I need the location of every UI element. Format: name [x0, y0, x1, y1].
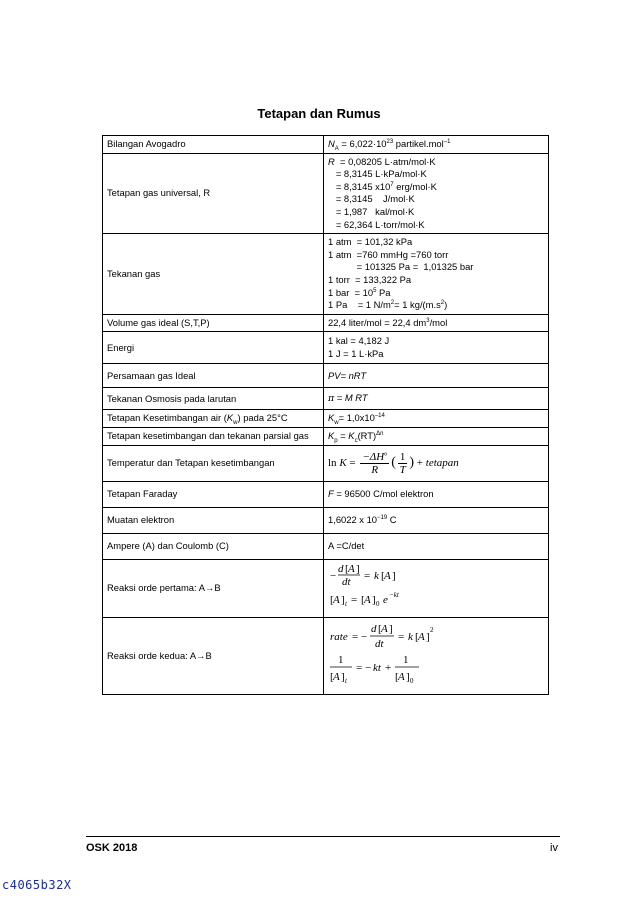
svg-text:−kt: −kt: [389, 590, 399, 599]
svg-text:A: A: [384, 569, 391, 582]
row-label: Tekanan Osmosis pada larutan: [103, 388, 324, 410]
svg-text:[: [: [395, 671, 399, 684]
svg-text:]: ]: [372, 593, 376, 606]
fraction: $\frac{1}{T}$: [399, 450, 406, 476]
row-label: Tetapan Faraday: [103, 481, 324, 507]
svg-text:[: [: [330, 593, 334, 606]
footer-title: OSK 2018: [86, 842, 138, 854]
svg-text:dt: dt: [342, 575, 351, 588]
footer-divider: [86, 836, 560, 837]
svg-text:−: −: [330, 569, 337, 582]
svg-text:k: k: [408, 631, 413, 644]
row-label: Ampere (A) dan Coulomb (C): [103, 533, 324, 559]
table-row: [103, 410, 549, 428]
table-row: [103, 153, 549, 234]
svg-text:0: 0: [376, 599, 380, 608]
svg-text:[: [: [415, 631, 419, 644]
table-row: [103, 559, 549, 618]
table-row: [103, 364, 549, 388]
svg-text:d: d: [338, 562, 344, 575]
svg-text:2: 2: [430, 626, 434, 635]
svg-text:=: =: [356, 662, 363, 675]
svg-text:−: −: [361, 631, 368, 644]
svg-text:A: A: [418, 631, 425, 644]
svg-text:1: 1: [403, 654, 409, 667]
svg-text:=: =: [398, 631, 405, 644]
svg-text:rate: rate: [330, 631, 348, 644]
first-order-formula: [324, 559, 549, 618]
second-order-rate-law: [328, 620, 488, 688]
table-row: [103, 388, 549, 410]
table-row: [103, 314, 549, 332]
osmosis-value: π = M RT: [324, 388, 549, 410]
pressure-value: 1 atm = 101,32 kPa 1 atm =760 mmHg =760 torr = 101325 Pa = 1,01325 bar 1 torr = 133,322 Pa 1 bar = $10^5$ Pa 1 Pa = 1 $N/m^2= 1$ $kg/(m.s^2)$: [324, 234, 549, 315]
svg-text:[: [: [345, 562, 349, 575]
svg-text:]: ]: [341, 671, 345, 684]
svg-text:e: e: [383, 593, 388, 606]
svg-text:A: A: [364, 593, 371, 606]
row-label: Muatan elektron: [103, 507, 324, 533]
faraday-value: F = 96500 C/mol elektron: [324, 481, 549, 507]
row-label: Tetapan gas universal, R: [103, 153, 324, 234]
table-row: [103, 427, 549, 445]
table-row: [103, 234, 549, 315]
page-title: Tetapan dan Rumus: [257, 106, 381, 121]
svg-text:]: ]: [356, 562, 360, 575]
table-row: [103, 136, 549, 154]
svg-text:−: −: [365, 662, 372, 675]
svg-text:dt: dt: [375, 638, 384, 651]
ampere-value: A =C/det: [324, 533, 549, 559]
svg-text:=: =: [364, 569, 371, 582]
svg-text:]: ]: [392, 569, 396, 582]
table-row: [103, 332, 549, 364]
svg-text:]: ]: [341, 593, 345, 606]
row-label: Tetapan Kesetimbangan air $(K_w)$ pada 25°C: [103, 410, 324, 428]
ideal-volume-value: 22,4 liter/mol = 22,4 $dm^3$/mol: [324, 314, 549, 332]
svg-text:]: ]: [406, 671, 410, 684]
page-number: iv: [550, 842, 558, 854]
row-label: Volume gas ideal (S,T,P): [103, 314, 324, 332]
svg-text:+: +: [385, 662, 392, 675]
vant-hoff-formula: ln K = $\frac{-\Delta H^o}{R}$ ( $\frac{1}{T}$ ) + tetapan: [324, 445, 549, 481]
svg-text:t: t: [345, 677, 347, 686]
water-value: $K_w= 1,0x10^{-14}$: [324, 410, 549, 428]
row-label: Temperatur dan Tetapan kesetimbangan: [103, 445, 324, 481]
svg-text:=: =: [351, 593, 358, 606]
fraction: $\frac{-\Delta H^o}{R}$: [362, 450, 388, 476]
svg-text:[: [: [378, 623, 382, 636]
row-label: Tekanan gas: [103, 234, 324, 315]
first-order-rate-law: [328, 562, 458, 612]
svg-text:[: [: [381, 569, 385, 582]
constants-table: [102, 135, 549, 695]
gas-constant-value: R = 0,08205 L·atm/mol·K = 8,3145 L·kPa/mol·K = 8,3145 $x10^7$ erg/mol·K = 8,3145 J/mol·K = 1,987 kal/mol·K = 62,364 L·torr/mol·K: [324, 153, 549, 234]
row-label: Reaksi orde kedua: A→B: [103, 618, 324, 695]
table-row: [103, 507, 549, 533]
watermark: c4065b32X: [2, 878, 72, 892]
svg-text:A: A: [381, 623, 388, 636]
electron-value: 1,6022 x $10^{-19}$ C: [324, 507, 549, 533]
row-label: Persamaan gas Ideal: [103, 364, 324, 388]
table-row: [103, 481, 549, 507]
svg-text:d: d: [371, 623, 377, 636]
svg-text:k: k: [374, 569, 379, 582]
svg-text:1: 1: [338, 654, 344, 667]
avogadro-value: $N_A = 6,022\cdot 10^{23}$ partikel.mol$^{-1}$: [324, 136, 549, 154]
row-label: Tetapan kesetimbangan dan tekanan parsial gas: [103, 427, 324, 445]
svg-text:]: ]: [426, 631, 430, 644]
svg-text:t: t: [345, 599, 347, 608]
svg-text:kt: kt: [373, 662, 381, 675]
svg-text:0: 0: [410, 677, 414, 686]
svg-text:]: ]: [389, 623, 393, 636]
row-label: Energi: [103, 332, 324, 364]
row-label: Bilangan Avogadro: [103, 136, 324, 154]
ideal-gas-value: PV= nRT: [324, 364, 549, 388]
svg-text:=: =: [352, 631, 359, 644]
kp-value: $K_p = K_c(RT)^{\Delta n}$: [324, 427, 549, 445]
svg-text:A: A: [348, 562, 355, 575]
row-label: Reaksi orde pertama: A→B: [103, 559, 324, 618]
svg-text:A: A: [333, 671, 340, 684]
energy-value: 1 kal = 4,182 J 1 J = 1 L·kPa: [324, 332, 549, 364]
svg-text:A: A: [333, 593, 340, 606]
table-row: [103, 618, 549, 695]
svg-text:[: [: [330, 671, 334, 684]
second-order-formula: [324, 618, 549, 695]
svg-text:[: [: [361, 593, 365, 606]
svg-text:A: A: [398, 671, 405, 684]
table-row: [103, 445, 549, 481]
table-row: [103, 533, 549, 559]
